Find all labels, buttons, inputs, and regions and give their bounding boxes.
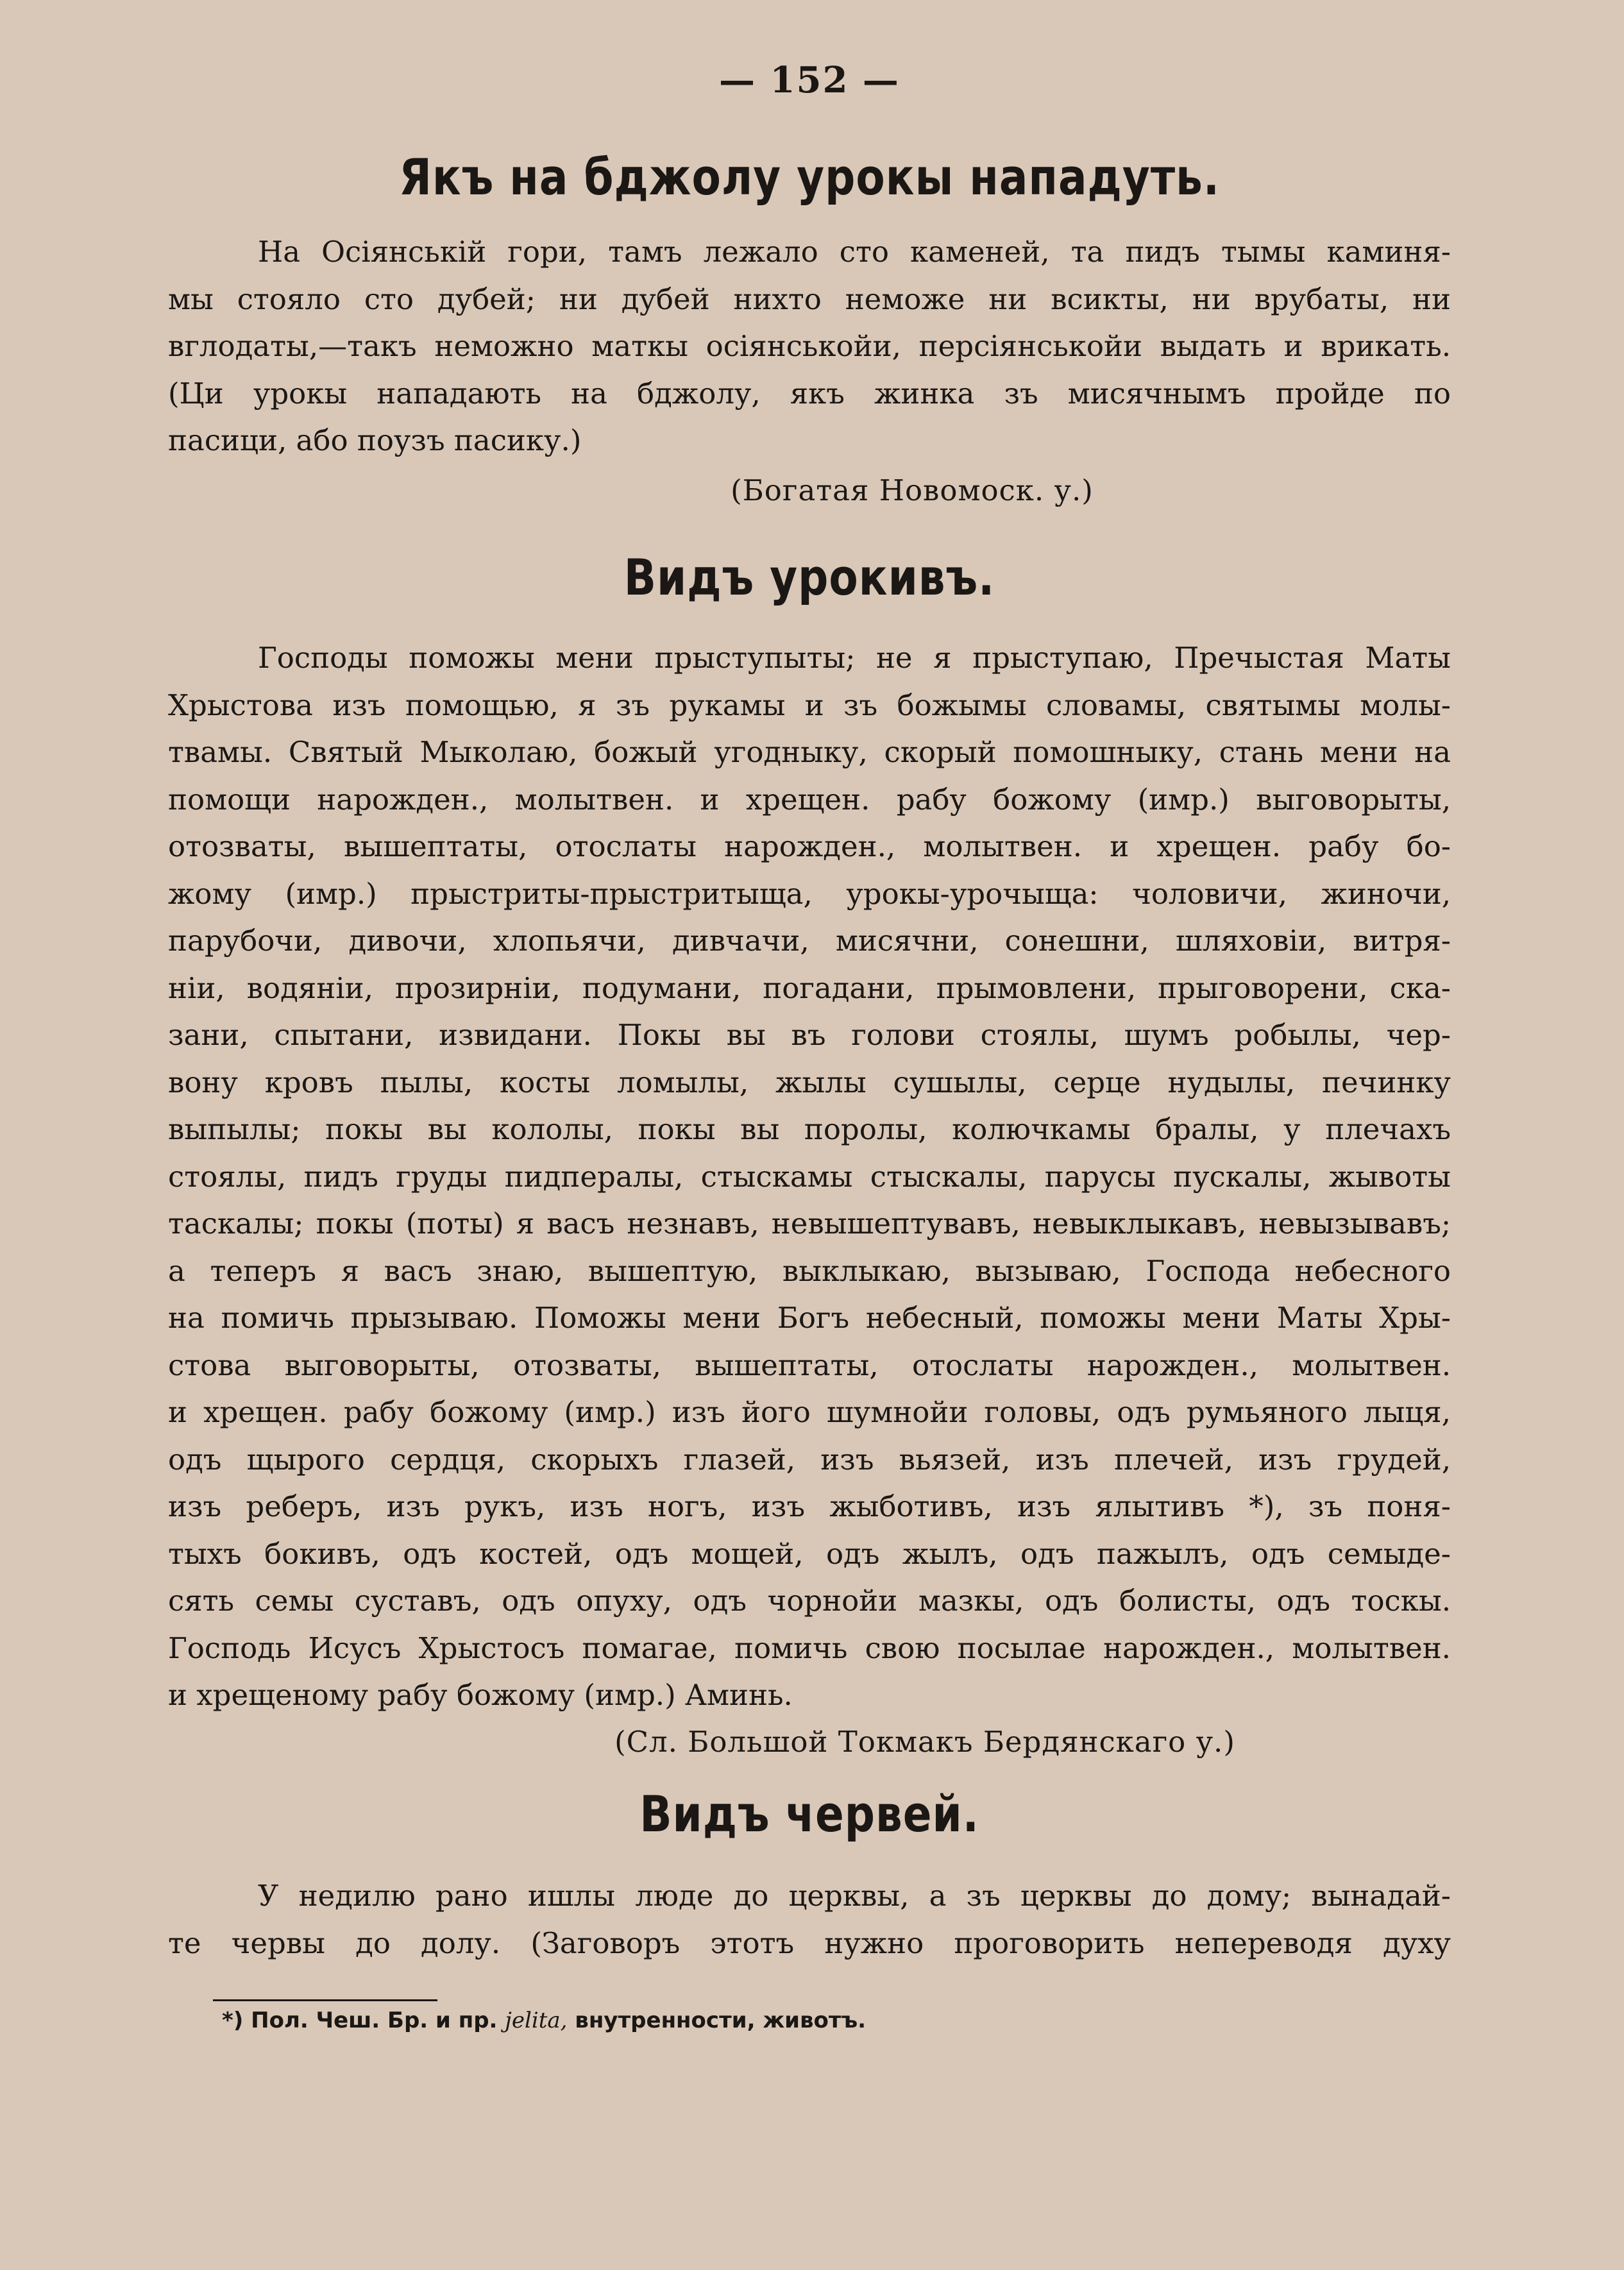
footnote-marker: *)	[222, 2008, 244, 2033]
text-line: (Ци урокы нападають на бджолу, якъ жинка зъ мисячнымъ пройде по	[168, 376, 1451, 411]
text-line: жому (имр.) прыстриты-прыстритыща, урокы-урочыща: чоловичи, жиночи,	[168, 876, 1451, 911]
footnote-italic-word: jelita,	[505, 2008, 568, 2033]
text-line: У недилю рано ишлы люде до церквы, а зъ церквы до дому; вынадай-	[258, 1879, 1451, 1913]
text-line: Господы поможы мени прыступыты; не я прыступаю, Пречыстая Маты	[258, 641, 1451, 675]
text-line: мы стояло сто дубей; ни дубей нихто неможе ни всикты, ни врубаты, ни	[168, 282, 1451, 316]
text-line: и хрещеному рабу божому (имр.) Аминь.	[168, 1678, 793, 1712]
text-line: Хрыстова изъ помощью, я зъ рукамы и зъ божымы словамы, святымы молы-	[168, 688, 1451, 722]
text-line: На Осіянській гори, тамъ лежало сто каменей, та пидъ тымы каминя-	[258, 235, 1451, 269]
paragraph-bees	[168, 228, 1451, 464]
text-line: на помичь прызываю. Поможы мени Богъ небесный, поможы мени Маты Хры-	[168, 1301, 1451, 1335]
text-line: тыхъ бокивъ, одъ костей, одъ мощей, одъ жылъ, одъ пажылъ, одъ семыде-	[168, 1536, 1451, 1571]
text-line: вону кровъ пылы, косты ломылы, жылы сушылы, серце нудылы, печинку	[168, 1065, 1451, 1099]
text-line: а теперъ я васъ знаю, вышептую, выклыкаю, вызываю, Господа небесного	[168, 1253, 1451, 1288]
text-line: вглодаты,—такъ неможно маткы осіянськойи, персіянськойи выдать и врикать.	[168, 329, 1451, 363]
section-title-bees: Якъ на бджолу урокы нападуть.	[399, 148, 1220, 207]
text-line: твамы. Святый Мыколаю, божый угодныку, скорый помошныку, стань мени на	[168, 735, 1451, 769]
text-line: парубочи, дивочи, хлопьячи, дивчачи, мисячни, сонешни, шляховіи, витря-	[168, 924, 1451, 958]
section-title-worms: Видъ червей.	[639, 1785, 979, 1843]
text-line: Господь Исусъ Хрыстосъ помагае, помичь свою посылае нарожден., молытвен.	[168, 1631, 1451, 1665]
text-line: выпылы; покы вы кололы, покы вы поролы, колючкамы бралы, у плечахъ	[168, 1112, 1451, 1146]
text-line: пасици, або поузъ пасику.)	[168, 423, 582, 457]
text-line: стова выговорыты, отозваты, вышептаты, отослаты нарожден., молытвен.	[168, 1348, 1451, 1382]
text-line: зани, спытани, извидани. Покы вы въ голови стоялы, шумъ робылы, чер-	[168, 1018, 1451, 1052]
footnote-text-end: внутренности, животъ.	[575, 2008, 867, 2033]
text-line: сять семы суставъ, одъ опуху, одъ чорнойи мазкы, одъ болисты, одъ тоскы.	[168, 1584, 1451, 1618]
paragraph-worms	[168, 1872, 1451, 1967]
footnote	[222, 2001, 866, 2040]
source-note-evil-eye: (Сл. Большой Токмакъ Бердянскаго у.)	[614, 1725, 1235, 1759]
paragraph-evil-eye	[168, 634, 1451, 1719]
page-number: — 152 —	[719, 59, 900, 101]
text-line: ніи, водяніи, прозирніи, подумани, погадани, прымовлени, прыговорени, ска-	[168, 970, 1451, 1005]
text-line: и хрещен. рабу божому (имр.) изъ його шумнойи головы, одъ румьяного лыця,	[168, 1395, 1451, 1429]
text-line: таскалы; покы (поты) я васъ незнавъ, невышептувавъ, невыклыкавъ, невызывавъ;	[168, 1207, 1451, 1241]
source-note-bees: (Богатая Новомоск. у.)	[731, 473, 1094, 507]
text-line: стоялы, пидъ груды пидпералы, стыскамы стыскалы, парусы пускалы, жывоты	[168, 1159, 1451, 1194]
text-line: одъ щырого сердця, скорыхъ глазей, изъ вьязей, изъ плечей, изъ грудей,	[168, 1442, 1451, 1477]
text-line: те червы до долу. (Заговоръ этотъ нужно проговорить непереводя духу	[168, 1926, 1451, 1960]
text-line: отозваты, вышептаты, отослаты нарожден., молытвен. и хрещен. рабу бо-	[168, 829, 1451, 863]
page	[168, 0, 1451, 2270]
text-line: изъ реберъ, изъ рукъ, изъ ногъ, изъ жыботивъ, изъ ялытивъ *), зъ поня-	[168, 1489, 1451, 1523]
footnote-text: Пол. Чеш. Бр. и пр.	[251, 2008, 498, 2033]
text-line: помощи нарожден., молытвен. и хрещен. рабу божому (имр.) выговорыты,	[168, 782, 1451, 817]
section-title-evil-eye: Видъ урокивъ.	[623, 548, 995, 607]
